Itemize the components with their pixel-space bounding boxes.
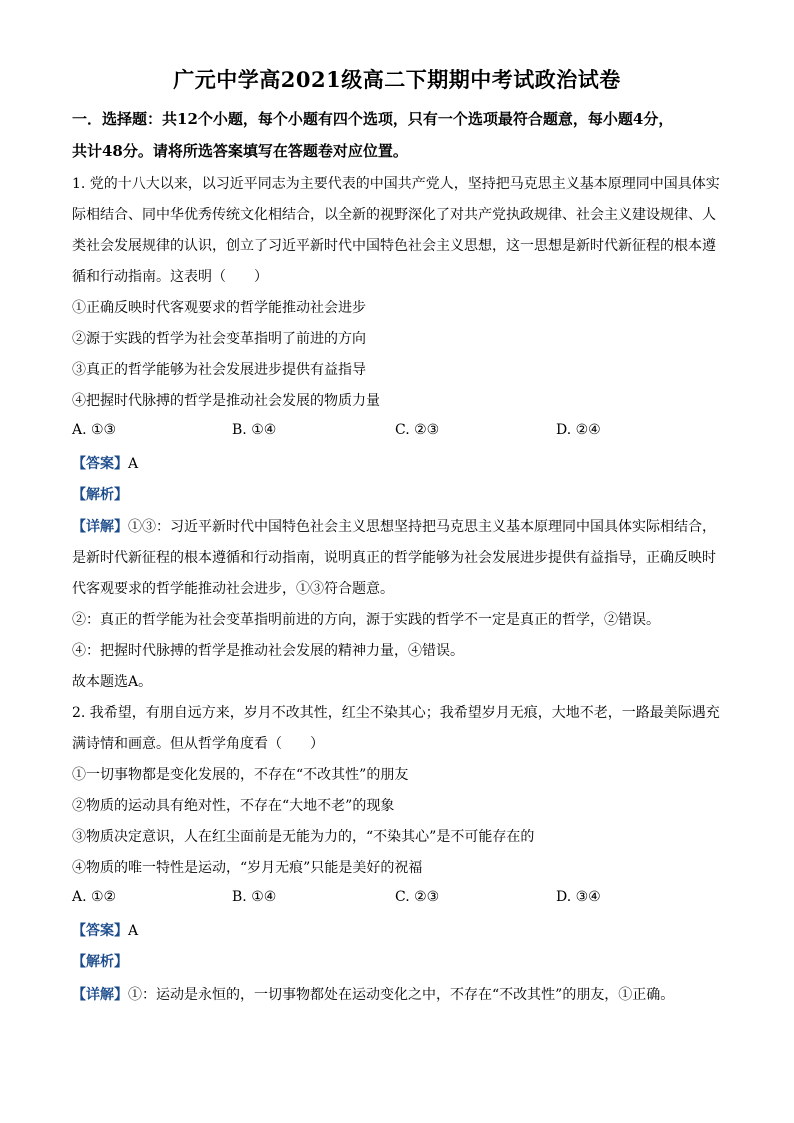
answer-tag: 【答案】 [72,923,128,939]
q2-item: ④物质的唯一特性是运动，“岁月无痕”只能是美好的祝福 [72,860,423,876]
detail-text: ①③：习近平新时代中国特色社会主义思想坚持把马克思主义基本原理同中国具体实际相结合， [128,519,716,535]
q1-item: ①正确反映时代客观要求的哲学能推动社会进步 [72,300,366,316]
q2-item: ③物质决定意识，人在红尘面前是无能为力的，“不染其心”是不可能存在的 [72,829,535,845]
q2-option-c: C. ②③ [395,889,440,905]
q2-option-b: B. ①④ [232,889,277,905]
q1-detail-line [72,516,734,536]
q1-item: ④把握时代脉搏的哲学是推动社会发展的物质力量 [72,393,380,409]
q1-detail-line: 故本题选A。 [72,674,153,690]
q1-stem-line: 循和行动指南。这表明（ ） [72,269,268,285]
detail-tag: 【详解】 [72,987,128,1003]
q1-option-c: C. ②③ [395,422,440,438]
analysis-tag: 【解析】 [72,954,128,970]
q2-option-a: A. ①② [72,889,117,905]
q1-detail-line: 是新时代新征程的根本遵循和行动指南，说明真正的哲学能够为社会发展进步提供有益指导，正确反映时 [72,550,716,566]
section-instructions-line-2: 共计48分。请将所选答案填写在答题卷对应位置。 [72,142,408,160]
q1-stem-line: 类社会发展规律的认识，创立了习近平新时代中国特色社会主义思想，这一思想是新时代新征程的根本遵 [72,238,716,254]
q2-analysis-heading [72,951,734,971]
q2-item: ②物质的运动具有绝对性，不存在“大地不老”的现象 [72,798,395,814]
q1-detail-line: ④：把握时代脉搏的哲学是推动社会发展的精神力量，④错误。 [72,643,464,659]
answer-value: A [128,456,139,472]
q2-stem-line: 2. 我希望，有朋自远方来，岁月不改其性，红尘不染其心；我希望岁月无痕，大地不老，一路最美际遇充 [72,705,720,721]
detail-text: ①：运动是永恒的，一切事物都处在运动变化之中，不存在“不改其性”的朋友，①正确。 [128,987,675,1003]
q1-item: ②源于实践的哲学为社会变革指明了前进的方向 [72,331,366,347]
q1-detail-line: ②：真正的哲学能为社会变革指明前进的方向，源于实践的哲学不一定是真正的哲学，②错误。 [72,612,660,628]
q1-option-d: D. ②④ [556,422,601,438]
q1-stem-line: 际相结合、同中华优秀传统文化相结合，以全新的视野深化了对共产党执政规律、社会主义建设规律、人 [72,207,716,223]
q2-item: ①一切事物都是变化发展的，不存在“不改其性”的朋友 [72,767,409,783]
q1-stem-line: 1. 党的十八大以来，以习近平同志为主要代表的中国共产党人，坚持把马克思主义基本原理同中国具体实 [72,176,720,192]
q1-option-a: A. ①③ [72,422,117,438]
q2-detail-line [72,984,734,1004]
q2-option-d: D. ③④ [556,889,601,905]
detail-tag: 【详解】 [72,519,128,535]
q1-answer [72,453,734,473]
exam-title: 广元中学高2021级高二下期期中考试政治试卷 [173,67,621,92]
q1-analysis-heading [72,484,734,504]
q1-option-b: B. ①④ [232,422,277,438]
analysis-tag: 【解析】 [72,487,128,503]
answer-tag: 【答案】 [72,456,128,472]
q2-stem-line: 满诗情和画意。但从哲学角度看（ ） [72,736,324,752]
q2-answer [72,920,734,940]
section-instructions-line-1: 一．选择题：共12个小题，每个小题有四个选项，只有一个选项最符合题意，每小题4分， [72,110,674,128]
q1-detail-line: 代客观要求的哲学能推动社会进步，①③符合题意。 [72,581,394,597]
answer-value: A [128,923,139,939]
q1-item: ③真正的哲学能够为社会发展进步提供有益指导 [72,362,366,378]
